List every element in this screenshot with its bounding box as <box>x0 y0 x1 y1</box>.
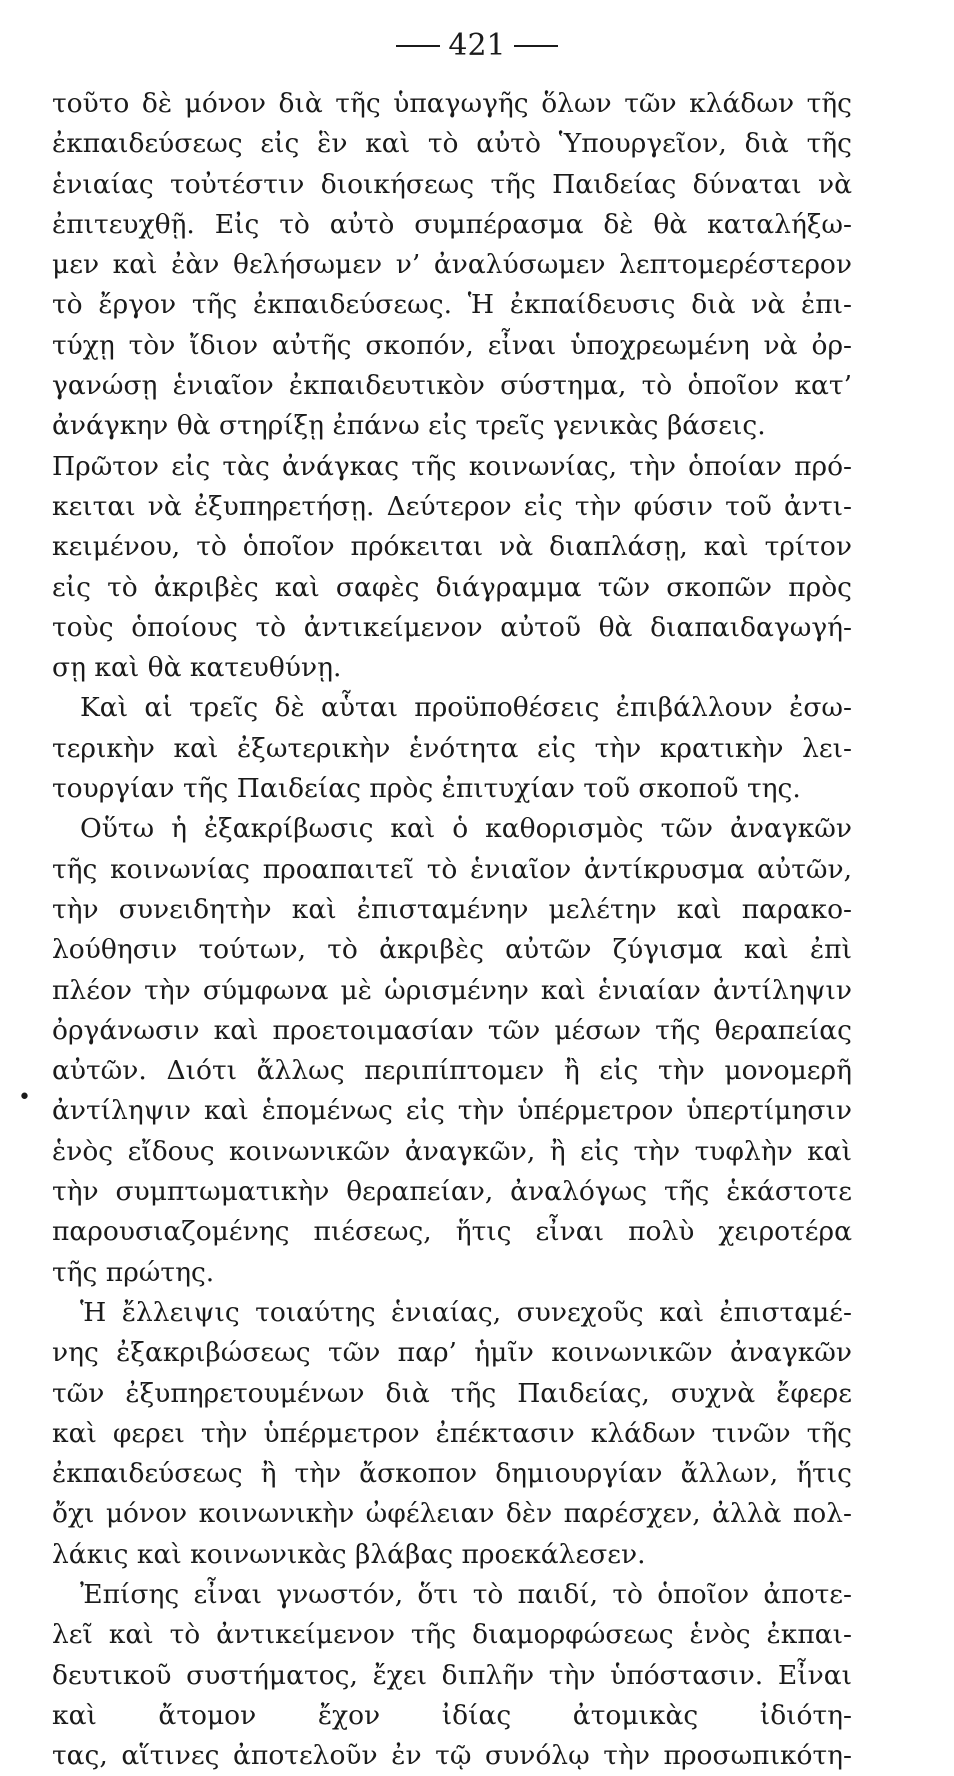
text-line: κειμένου, τὸ ὁποῖον πρόκειται νὰ διαπλάσῃ, καὶ τρίτον <box>52 531 852 563</box>
page-header <box>0 28 954 63</box>
text-line: καὶ φερει τὴν ὑπέρμετρον ἐπέκτασιν κλάδων τινῶν τῆς <box>52 1417 852 1449</box>
text-line: ἑνὸς εἴδους κοινωνικῶν ἀναγκῶν, ἢ εἰς τὴν τυφλὴν καὶ <box>52 1135 852 1167</box>
text-line: εἰς τὸ ἀκριβὲς καὶ σαφὲς διάγραμμα τῶν σκοπῶν πρὸς <box>52 571 852 603</box>
text-line: τας, αἵτινες ἀποτελοῦν ἐν τῷ συνόλῳ τὴν προσωπικότη- <box>52 1740 852 1772</box>
text-line: τὴν συμπτωματικὴν θεραπείαν, ἀναλόγως τῆς ἑκάστοτε <box>52 1176 852 1208</box>
text-line: δευτικοῦ συστήματος, ἔχει διπλῆν τὴν ὑπόστασιν. Εἶναι <box>52 1659 852 1691</box>
text-line: κειται νὰ ἐξυπηρετήσῃ. Δεύτερον εἰς τὴν φύσιν τοῦ ἀντι- <box>52 490 852 522</box>
text-line: καὶ ἄτομον ἔχον ἰδίας ἀτομικὰς ἰδιότη- <box>52 1699 852 1731</box>
text-line: Καὶ αἱ τρεῖς δὲ αὗται προϋποθέσεις ἐπιβάλλουν ἐσω- <box>80 692 852 724</box>
text-line: τοὺς ὁποίους τὸ ἀντικείμενον αὐτοῦ θὰ διαπαιδαγωγή- <box>52 611 852 643</box>
text-line: λεῖ καὶ τὸ ἀντικείμενον τῆς διαμορφώσεως ἑνὸς ἐκπαι- <box>52 1619 852 1651</box>
text-line: τῶν ἐξυπηρετουμένων διὰ τῆς Παιδείας, συχνὰ ἔφερε <box>52 1377 852 1409</box>
text-line: τὸ ἔργον τῆς ἐκπαιδεύσεως. Ἡ ἐκπαίδευσις διὰ νὰ ἐπι- <box>52 289 852 321</box>
text-line: τὴν συνειδητὴν καὶ ἐπισταμένην μελέτην καὶ παρακο- <box>52 893 852 925</box>
margin-bullet: • <box>18 1085 31 1110</box>
text-line: τύχῃ τὸν ἴδιον αὐτῆς σκοπόν, εἶναι ὑποχρεωμένη νὰ ὀρ- <box>52 329 852 361</box>
text-line: πλέον τὴν σύμφωνα μὲ ὡρισμένην καὶ ἑνιαίαν ἀντίληψιν <box>52 974 852 1006</box>
header-dash-left <box>396 45 440 47</box>
text-line: ἀντίληψιν καὶ ἑπομένως εἰς τὴν ὑπέρμετρον ὑπερτίμησιν <box>52 1095 852 1127</box>
text-line: ὄχι μόνον κοινωνικὴν ὠφέλειαν δὲν παρέσχεν, ἀλλὰ πολ- <box>52 1498 852 1530</box>
text-line: ἀνάγκην θὰ στηρίξῃ ἐπάνω εἰς τρεῖς γενικὰς βάσεις. <box>52 410 766 442</box>
text-line: ἐπιτευχθῇ. Εἰς τὸ αὐτὸ συμπέρασμα δὲ θὰ καταλήξω- <box>52 208 852 240</box>
text-line: νης ἐξακριβώσεως τῶν παρ’ ἡμῖν κοινωνικῶν ἀναγκῶν <box>52 1337 852 1369</box>
text-line: τουργίαν τῆς Παιδείας πρὸς ἐπιτυχίαν τοῦ σκοποῦ της. <box>52 773 801 805</box>
text-line: σῃ καὶ θὰ κατευθύνῃ. <box>52 652 342 684</box>
text-line: τοῦτο δὲ μόνον διὰ τῆς ὑπαγωγῆς ὅλων τῶν κλάδων τῆς <box>52 88 852 119</box>
text-line: τερικὴν καὶ ἐξωτερικὴν ἑνότητα εἰς τὴν κρατικὴν λει- <box>52 732 852 764</box>
text-line: ὀργάνωσιν καὶ προετοιμασίαν τῶν μέσων τῆς θεραπείας <box>52 1014 852 1046</box>
text-line: ἐκπαιδεύσεως ἢ τὴν ἄσκοπον δημιουργίαν ἄλλων, ἥτις <box>52 1458 852 1490</box>
text-line: ἐκπαιδεύσεως εἰς ἓν καὶ τὸ αὐτὸ Ὑπουργεῖον, διὰ τῆς <box>52 128 852 160</box>
page-number: 421 <box>448 28 506 63</box>
text-line: παρουσιαζομένης πιέσεως, ἥτις εἶναι πολὺ χειροτέρα <box>52 1216 852 1248</box>
text-line: αὐτῶν. Διότι ἄλλως περιπίπτομεν ἢ εἰς τὴν μονομερῆ <box>52 1055 852 1087</box>
body-text <box>52 84 852 1776</box>
text-line: Οὕτω ἡ ἐξακρίβωσις καὶ ὁ καθορισμὸς τῶν ἀναγκῶν <box>80 813 852 845</box>
text-line: ἑνιαίας τοὐτέστιν διοικήσεως τῆς Παιδείας δύναται νὰ <box>52 168 852 200</box>
text-line: Ἐπίσης εἶναι γνωστόν, ὅτι τὸ παιδί, τὸ ὁποῖον ἀποτε- <box>80 1578 852 1610</box>
text-line: τῆς πρώτης. <box>52 1256 215 1288</box>
text-line: γανώσῃ ἑνιαῖον ἐκπαιδευτικὸν σύστημα, τὸ ὁποῖον κατ’ <box>52 370 852 402</box>
text-line: μεν καὶ ἐὰν θελήσωμεν ν’ ἀναλύσωμεν λεπτομερέστερον <box>52 249 852 281</box>
text-line: λούθησιν τούτων, τὸ ἀκριβὲς αὐτῶν ζύγισμα καὶ ἐπὶ <box>52 934 852 966</box>
header-dash-right <box>514 45 558 47</box>
text-line: Ἡ ἔλλειψις τοιαύτης ἑνιαίας, συνεχοῦς καὶ ἐπισταμέ- <box>80 1296 852 1328</box>
text-line: Πρῶτον εἰς τὰς ἀνάγκας τῆς κοινωνίας, τὴν ὁποίαν πρό- <box>52 450 852 482</box>
text-line: λάκις καὶ κοινωνικὰς βλάβας προεκάλεσεν. <box>52 1538 646 1570</box>
text-line: τῆς κοινωνίας προαπαιτεῖ τὸ ἑνιαῖον ἀντίκρυσμα αὐτῶν, <box>52 853 852 885</box>
